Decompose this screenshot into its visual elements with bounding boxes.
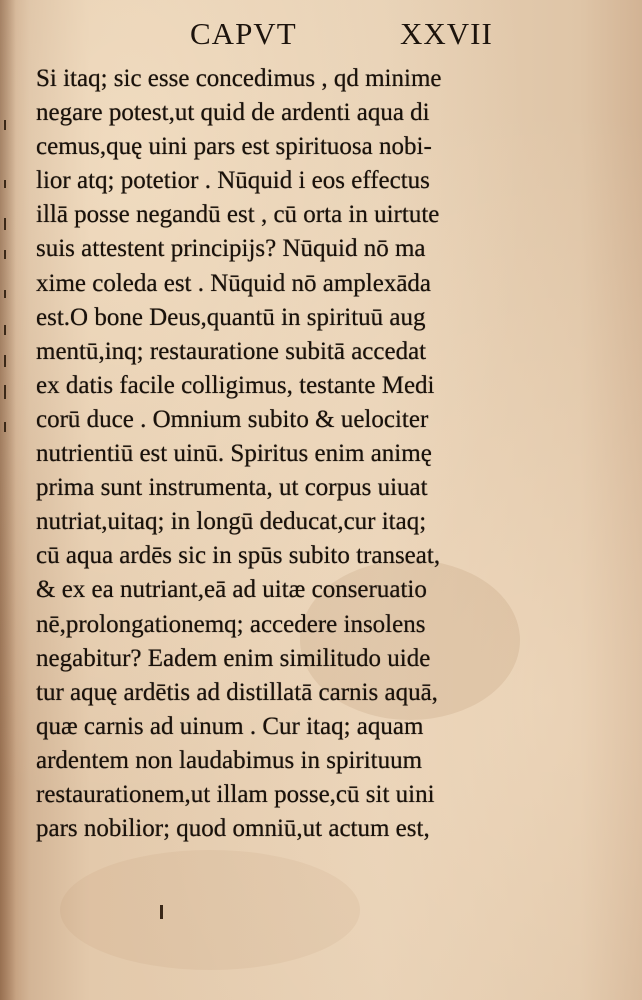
text-line: lior atq; potetior . Nūquid i eos effectus — [36, 167, 430, 195]
text-line: negabitur? Eadem enim similitudo uide — [36, 644, 431, 672]
text-line: corū duce . Omnium subito & uelociter — [36, 405, 429, 433]
margin-tick — [4, 422, 6, 432]
text-line: quæ carnis ad uinum . Cur itaq; aquam — [36, 712, 424, 740]
body-text — [36, 62, 556, 846]
text-line: xime coleda est . Nūquid nō amplexāda — [36, 269, 432, 297]
text-line: mentū,inq; restauratione subitā accedat — [36, 337, 427, 365]
running-head-title: CAPVT — [190, 16, 297, 51]
paper-stain — [60, 850, 360, 970]
margin-tick — [4, 180, 6, 188]
margin-tick — [4, 325, 6, 335]
text-line: nutrientiū est uinū. Spiritus enim animę — [36, 440, 432, 468]
text-line: ardentem non laudabimus in spirituum — [36, 746, 423, 774]
text-line: tur aquę ardētis ad distillatā carnis aquā, — [36, 678, 438, 706]
margin-tick — [4, 385, 6, 399]
text-line: negare potest,ut quid de ardenti aqua di — [36, 99, 430, 127]
text-line: nutriat,uitaq; in longū deducat,cur itaq; — [36, 508, 427, 536]
margin-tick — [4, 218, 6, 230]
text-line: suis attestent principijs? Nūquid nō ma — [36, 235, 426, 263]
text-line: cū aqua ardēs sic in spūs subito transeat, — [36, 542, 441, 570]
chapter-number: XXVII — [400, 16, 493, 51]
text-line: & ex ea nutriant,eā ad uitæ conseruatio — [36, 576, 427, 604]
text-line: nē,prolongationemq; accedere insolens — [36, 610, 426, 638]
text-line: restaurationem,ut illam posse,cū sit uini — [36, 780, 435, 808]
text-line: illā posse negandū est , cū orta in uirtute — [36, 201, 440, 229]
text-line: est.O bone Deus,quantū in spirituū aug — [36, 303, 426, 331]
margin-marks — [2, 110, 12, 450]
text-line: cemus,quę uini pars est spirituosa nobi- — [36, 133, 432, 161]
text-line: prima sunt instrumenta, ut corpus uiuat — [36, 474, 428, 502]
margin-tick — [4, 250, 6, 259]
text-line: ex datis facile colligimus, testante Medi — [36, 371, 435, 399]
running-header — [0, 14, 642, 58]
margin-tick — [4, 120, 6, 130]
margin-tick — [4, 355, 6, 367]
text-line: Si itaq; sic esse concedimus , qd minime — [36, 65, 442, 92]
text-line: pars nobilior; quod omniū,ut actum est, — [36, 815, 430, 843]
ink-speck — [160, 905, 163, 919]
margin-tick — [4, 290, 6, 298]
